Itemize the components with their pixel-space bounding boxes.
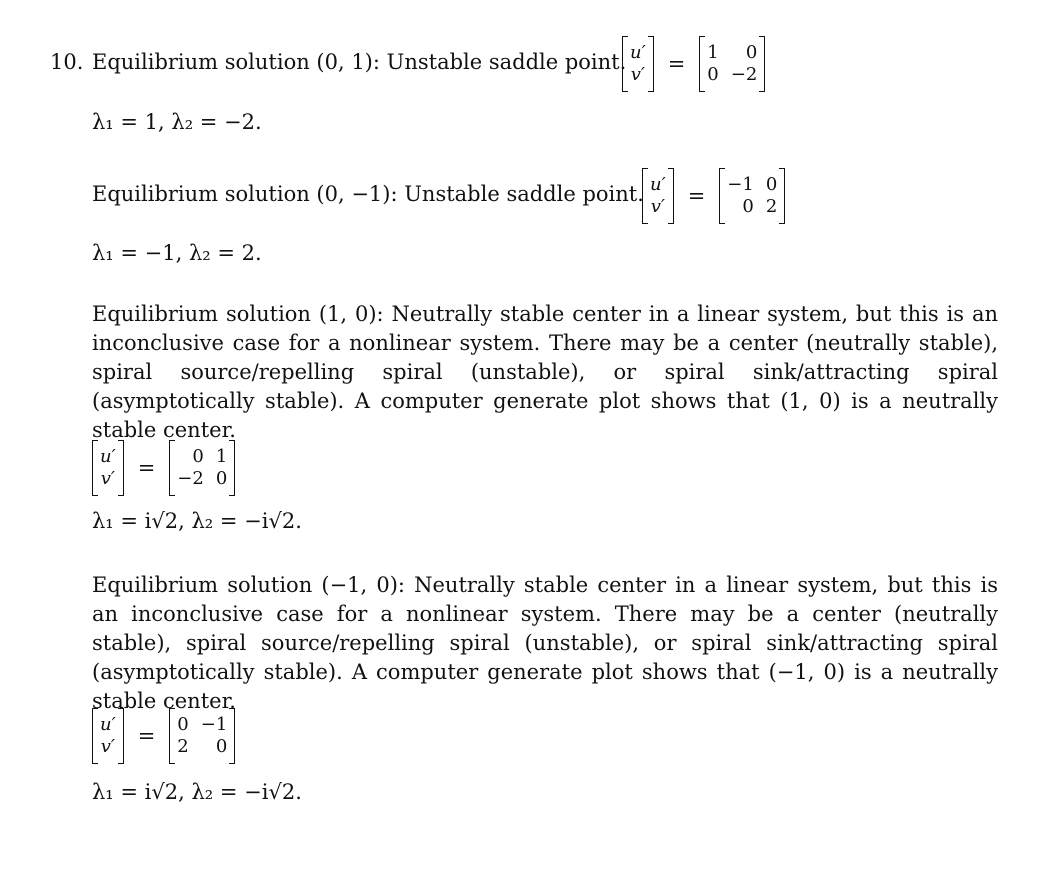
- matrix-cell: 0: [742, 196, 754, 217]
- item-number: 10.: [50, 50, 84, 74]
- matrix-cell: 2: [177, 736, 189, 757]
- matrix-cell: −1: [200, 714, 228, 735]
- matrix-cell: 0: [215, 468, 228, 489]
- section-1-eigenvalues: λ₁ = 1, λ₂ = −2.: [92, 110, 262, 134]
- lhs-v-prime: v′: [630, 64, 645, 85]
- lhs-u-prime: u′: [630, 42, 646, 63]
- matrix-cell: −2: [730, 64, 758, 85]
- matrix-cell: 0: [707, 64, 719, 85]
- lhs-v-prime: v′: [100, 736, 115, 757]
- section-1-heading: Equilibrium solution (0, 1): Unstable saddle point.: [92, 50, 627, 74]
- matrix-cell: −2: [177, 468, 204, 489]
- lhs-u-prime: u′: [100, 714, 116, 735]
- matrix-cell: 1: [215, 446, 228, 467]
- matrix-cell: 1: [707, 42, 719, 63]
- matrix-cell: 0: [745, 42, 758, 63]
- matrix-cell: −1: [727, 174, 754, 195]
- lhs-v-prime: v′: [650, 196, 665, 217]
- section-2-heading: Equilibrium solution (0, −1): Unstable saddle point.: [92, 182, 644, 206]
- matrix-cell: 0: [215, 736, 228, 757]
- section-4-matrix-equation: u′ v′ = 0 −1 2 0: [92, 706, 235, 766]
- section-3-paragraph: Equilibrium solution (1, 0): Neutrally stable center in a linear system, but this is an inconclusive case for a nonlinear system. There may be a center (neutrally stable), spiral source/repelling spiral (unstable), or spiral sink/attracting spiral (asymptotically stable). A computer generate plot shows that (1, 0) is a neutrally stable center.: [92, 302, 998, 442]
- lhs-u-prime: u′: [650, 174, 666, 195]
- section-3-matrix-equation: u′ v′ = 0 1 −2 0: [92, 438, 235, 498]
- section-2-matrix-equation: u′ v′ = −1 0 0 2: [642, 166, 785, 226]
- section-3-eigenvalues: λ₁ = i√2, λ₂ = −i√2.: [92, 509, 302, 533]
- matrix-cell: 0: [765, 174, 778, 195]
- section-1-matrix-equation: u′ v′ = 1 0 0 −2: [622, 34, 765, 94]
- matrix-cell: 2: [765, 196, 778, 217]
- matrix-cell: 0: [192, 446, 204, 467]
- lhs-u-prime: u′: [100, 446, 116, 467]
- section-4-eigenvalues: λ₁ = i√2, λ₂ = −i√2.: [92, 780, 302, 804]
- matrix-cell: 0: [177, 714, 189, 735]
- section-4-paragraph: Equilibrium solution (−1, 0): Neutrally stable center in a linear system, but this is an inconclusive case for a nonlinear system. There may be a center (neutrally stable), spiral source/repelling spiral (unstable), or spiral sink/attracting spiral (asymptotically stable). A computer generate plot shows that (−1, 0) is a neutrally stable center.: [92, 573, 998, 713]
- section-2-eigenvalues: λ₁ = −1, λ₂ = 2.: [92, 241, 262, 265]
- lhs-v-prime: v′: [100, 468, 115, 489]
